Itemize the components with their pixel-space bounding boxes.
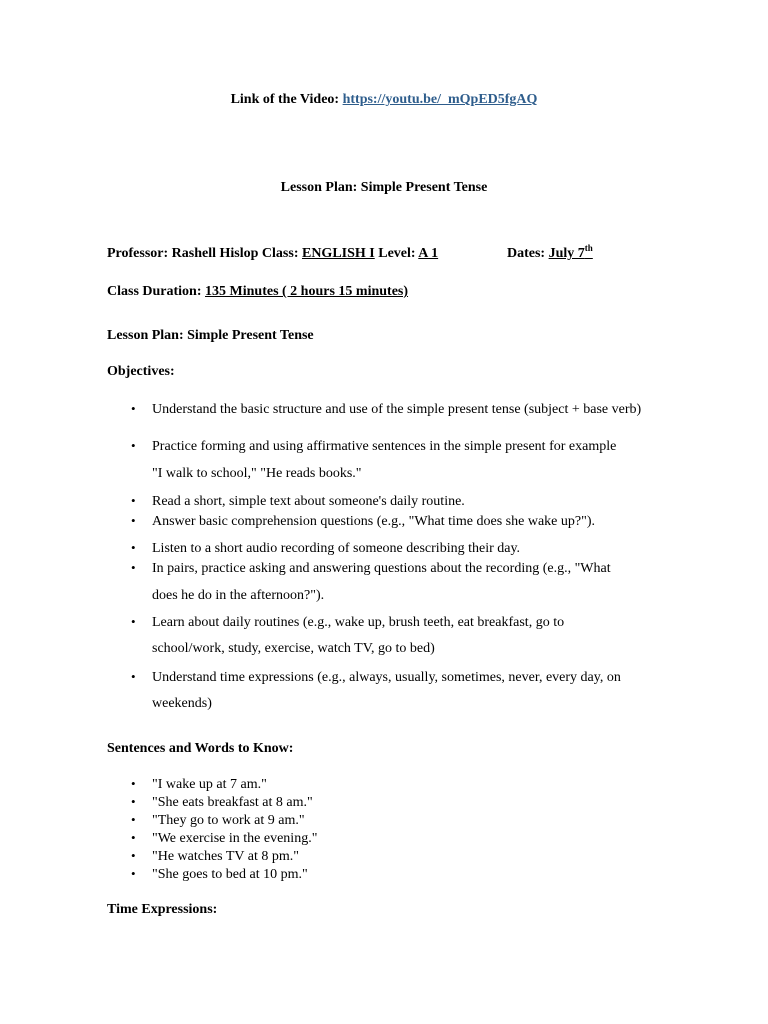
sentence-item: "She goes to bed at 10 pm." xyxy=(152,867,308,882)
lesson-plan-subtitle: Lesson Plan: Simple Present Tense xyxy=(107,328,314,343)
objective-item-continuation: weekends) xyxy=(152,696,212,711)
bullet-icon: • xyxy=(131,493,136,508)
objective-item-continuation: "I walk to school," "He reads books." xyxy=(152,466,362,481)
dates-label: Dates: xyxy=(507,246,549,261)
objective-item: Listen to a short audio recording of someone describing their day. xyxy=(152,541,521,556)
bullet-icon: • xyxy=(131,438,136,453)
sentences-heading: Sentences and Words to Know: xyxy=(107,741,294,756)
bullet-icon: • xyxy=(131,866,136,881)
dates-value: July 7th xyxy=(548,243,593,261)
bullet-icon: • xyxy=(131,776,136,791)
sentence-item: "He watches TV at 8 pm." xyxy=(152,849,299,864)
video-link-line xyxy=(0,92,768,108)
bullet-icon: • xyxy=(131,401,136,416)
bullet-icon: • xyxy=(131,614,136,629)
time-expressions-heading: Time Expressions: xyxy=(107,902,218,917)
objective-item: Learn about daily routines (e.g., wake up, brush teeth, eat breakfast, go to xyxy=(152,615,565,630)
video-link-label: Link of the Video: xyxy=(230,92,343,107)
sentence-item: "We exercise in the evening." xyxy=(152,831,318,846)
level-label: Level: xyxy=(374,246,419,261)
bullet-icon: • xyxy=(131,560,136,575)
sentence-item: "I wake up at 7 am." xyxy=(152,777,267,792)
video-url-link[interactable]: https://youtu.be/_mQpED5fgAQ xyxy=(342,92,538,107)
class-value: ENGLISH I xyxy=(301,246,375,261)
class-duration-line xyxy=(107,284,408,300)
bullet-icon: • xyxy=(131,513,136,528)
dates-line xyxy=(507,243,593,262)
objective-item-continuation: does he do in the afternoon?"). xyxy=(152,588,325,603)
bullet-icon: • xyxy=(131,848,136,863)
professor-label: Professor: xyxy=(107,246,172,261)
level-value: A 1 xyxy=(418,246,439,261)
objectives-heading: Objectives: xyxy=(107,364,175,379)
objective-item: Practice forming and using affirmative sentences in the simple present for example xyxy=(152,439,617,454)
objective-item: Read a short, simple text about someone's daily routine. xyxy=(152,494,465,509)
bullet-icon: • xyxy=(131,669,136,684)
sentence-item: "They go to work at 9 am." xyxy=(152,813,305,828)
class-label: Class: xyxy=(258,246,302,261)
bullet-icon: • xyxy=(131,794,136,809)
objective-item: Understand time expressions (e.g., always, usually, sometimes, never, every day, on xyxy=(152,670,621,685)
bullet-icon: • xyxy=(131,830,136,845)
professor-name: Rashell Hislop xyxy=(171,246,259,261)
objective-item-continuation: school/work, study, exercise, watch TV, go to bed) xyxy=(152,641,435,656)
bullet-icon: • xyxy=(131,540,136,555)
objective-item: Answer basic comprehension questions (e.g., "What time does she wake up?"). xyxy=(152,514,595,529)
bullet-icon: • xyxy=(131,812,136,827)
dates-superscript: th xyxy=(584,243,593,253)
duration-label: Class Duration: xyxy=(107,284,206,299)
document-title: Lesson Plan: Simple Present Tense xyxy=(280,180,488,195)
sentence-item: "She eats breakfast at 8 am." xyxy=(152,795,313,810)
objective-item: In pairs, practice asking and answering questions about the recording (e.g., "What xyxy=(152,561,611,576)
duration-value: 135 Minutes ( 2 hours 15 minutes) xyxy=(205,284,409,299)
objective-item: Understand the basic structure and use of the simple present tense (subject + base verb) xyxy=(152,402,642,417)
professor-line xyxy=(107,246,438,262)
